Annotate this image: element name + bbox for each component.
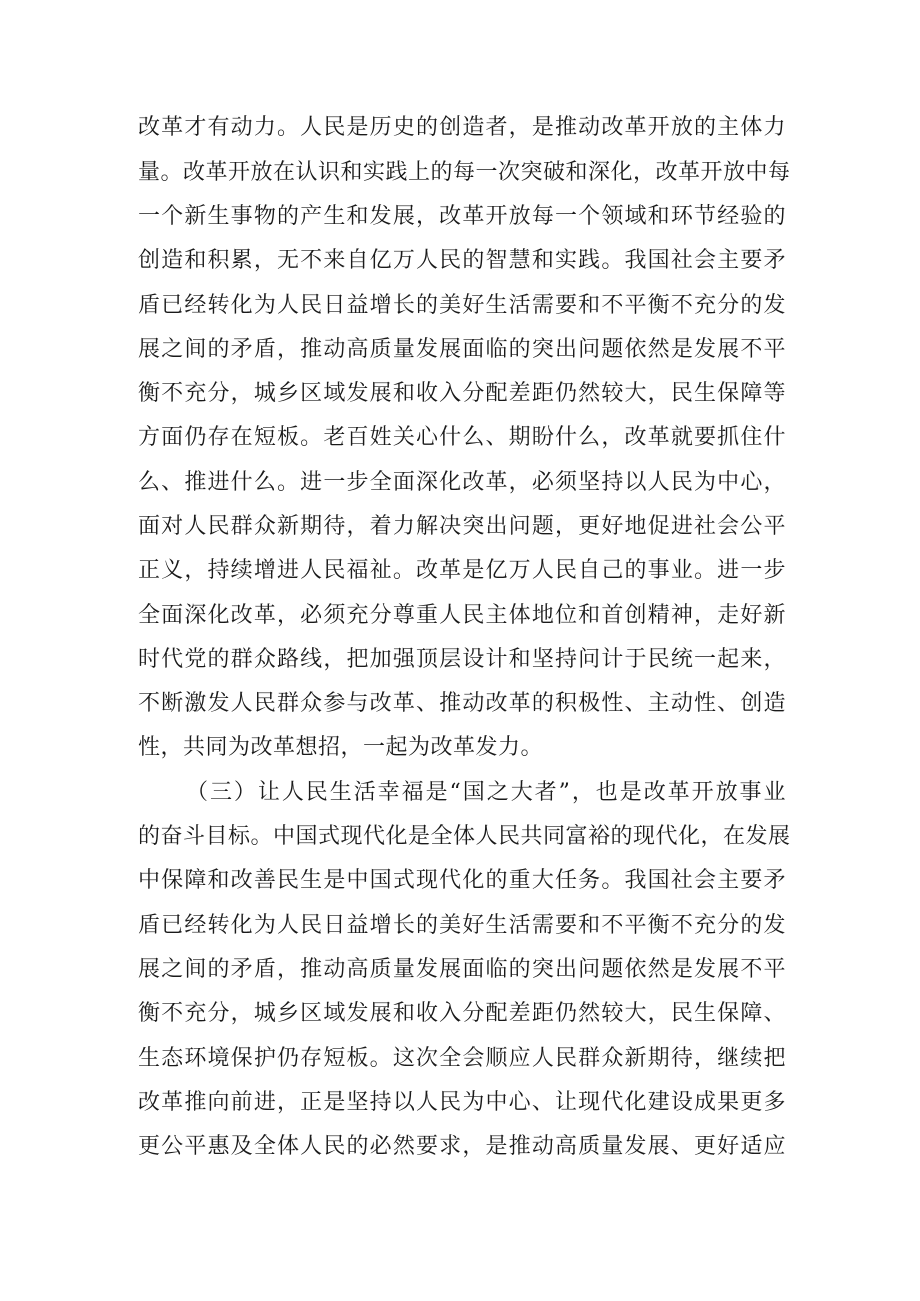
text-line: 么、推进什么。进一步全面深化改革，必须坚持以人民为中心， [138, 470, 786, 495]
text-line: 时代党的群众路线，把加强顶层设计和坚持问计于民统一起来， [138, 647, 786, 672]
text-line: 改革推向前进，正是坚持以人民为中心、让现代化建设成果更多 [138, 1090, 786, 1115]
text-line: 创造和积累，无不来自亿万人民的智慧和实践。我国社会主要矛 [138, 248, 786, 273]
text-line: 全面深化改革，必须充分尊重人民主体地位和首创精神，走好新 [138, 603, 786, 628]
text-line: 中保障和改善民生是中国式现代化的重大任务。我国社会主要矛 [138, 868, 786, 893]
text-line: 盾已经转化为人民日益增长的美好生活需要和不平衡不充分的发 [138, 293, 786, 318]
text-line: 一个新生事物的产生和发展，改革开放每一个领域和环节经验的 [138, 204, 786, 229]
text-line: 正义，持续增进人民福祉。改革是亿万人民自己的事业。进一步 [138, 558, 786, 583]
text-line: 衡不充分，城乡区域发展和收入分配差距仍然较大，民生保障、 [138, 1001, 786, 1026]
text-line: 改革才有动力。人民是历史的创造者，是推动改革开放的主体力 [138, 115, 786, 140]
text-line: 面对人民群众新期待，着力解决突出问题，更好地促进社会公平 [138, 514, 786, 539]
text-line: 生态环境保护仍存短板。这次全会顺应人民群众新期待，继续把 [138, 1046, 786, 1071]
text-line: 方面仍存在短板。老百姓关心什么、期盼什么，改革就要抓住什 [138, 425, 786, 450]
text-line: 更公平惠及全体人民的必然要求，是推动高质量发展、更好适应 [138, 1134, 786, 1159]
text-line: 量。改革开放在认识和实践上的每一次突破和深化，改革开放中每 [138, 160, 791, 185]
section-heading-line: （三）让人民生活幸福是“国之大者”，也是改革开放事业 [186, 780, 786, 805]
text-line: 衡不充分，城乡区域发展和收入分配差距仍然较大，民生保障等 [138, 381, 786, 406]
text-line: 展之间的矛盾，推动高质量发展面临的突出问题依然是发展不平 [138, 337, 786, 362]
text-line: 盾已经转化为人民日益增长的美好生活需要和不平衡不充分的发 [138, 913, 786, 938]
text-line: 展之间的矛盾，推动高质量发展面临的突出问题依然是发展不平 [138, 957, 786, 982]
text-line: 不断激发人民群众参与改革、推动改革的积极性、主动性、创造 [138, 691, 786, 716]
text-line: 的奋斗目标。中国式现代化是全体人民共同富裕的现代化，在发展 [138, 824, 791, 849]
text-line: 性，共同为改革想招，一起为改革发力。 [138, 735, 544, 760]
